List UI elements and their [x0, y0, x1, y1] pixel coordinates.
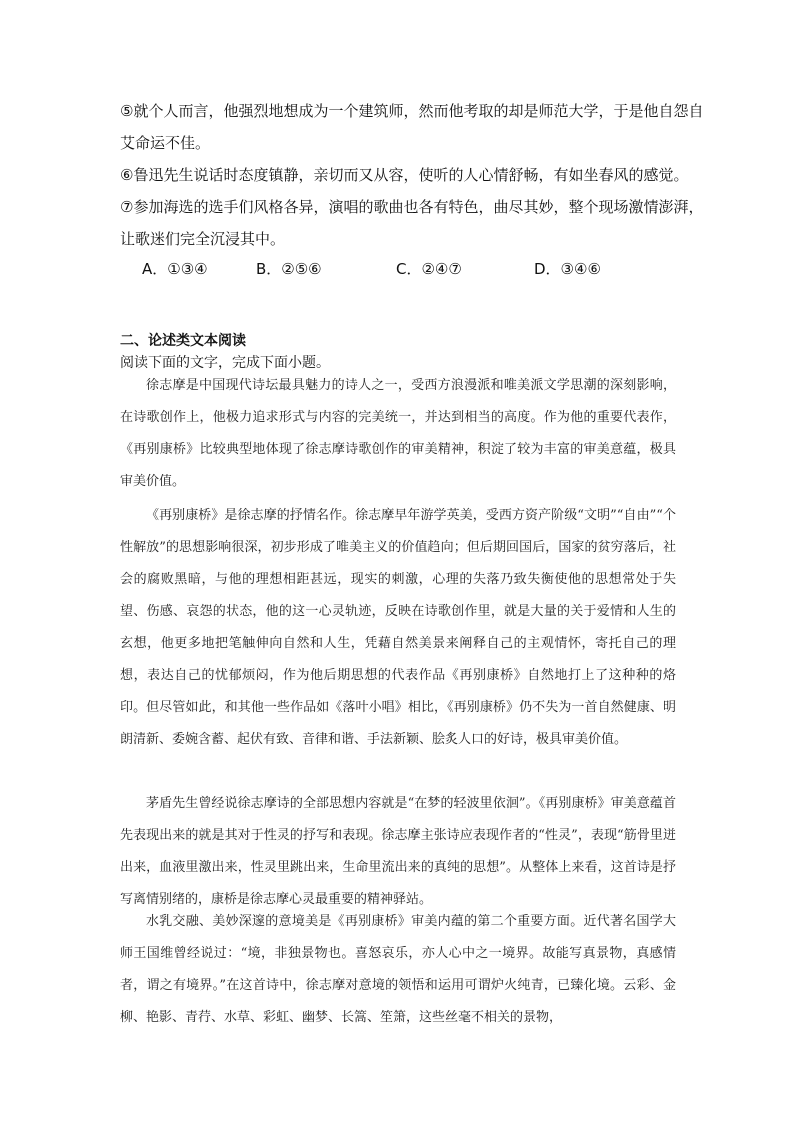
paragraph-2: 《再别康桥》是徐志摩的抒情名作。徐志摩早年游学英美，受西方资产阶级“文明”“自由”“个性解放”的思想影响很深，初步形成了唯美主义的价值趋向；但后期回国后，国家的贫穷落后，社会的腐败黑暗，与他的理想相距甚远，现实的刺激，心理的失落乃致失衡使他的思想常处于失望、伤感、哀怨的状态，他的这一心灵轨迹，反映在诗歌创作里，就是大量的关于爱情和人生的玄想，他更多地把笔触伸向自然和人生，凭藉自然美景来阐释自己的主观情怀，寄托自己的理想，表达自己的忧郁烦闷，作为他后期思想的代表作品《再别康桥》自然地打上了这种种的烙印。但尽管如此，和其他一些作品如《落叶小唱》相比，《再别康桥》仍不失为一首自然健康、明朗清新、委婉含蓄、起伏有致、音律和谐、手法新颖、脍炙人口的好诗，极具审美价值。 — [120, 508, 676, 747]
option-c: C．②④⑦ — [396, 260, 462, 278]
paragraph-4: 水乳交融、美妙深邃的意境美是《再别康桥》审美内蕴的第二个重要方面。近代著名国学大师王国维曾经说过：“境，非独景物也。喜怒哀乐，亦人心中之一境界。故能写真景物，真感情者，谓之有境界。”在这首诗中，徐志摩对意境的领悟和运用可谓炉火纯青，已臻化境。云彩、金柳、艳影、青荇、水草、彩虹、幽梦、长篙、笙箫，这些丝毫不相关的景物， — [120, 914, 676, 1025]
question-item-7-line-2: 让歌迷们完全沉浸其中。 — [120, 230, 286, 248]
paragraph-3: 茅盾先生曾经说徐志摩诗的全部思想内容就是“在梦的轻波里依洄”。《再别康桥》审美意蕴首先表现出来的就是其对于性灵的抒写和表现。徐志摩主张诗应表现作者的“性灵”，表现“筋骨里迸出来，血液里激出来，性灵里跳出来，生命里流出来的真纯的思想”。从整体上来看，这首诗是抒写离情别绪的，康桥是徐志摩心灵最重要的精神驿站。 — [120, 796, 676, 907]
option-d: D．③④⑥ — [534, 260, 601, 278]
section-title: 二、论述类文本阅读 — [120, 333, 246, 349]
question-item-7-line-1: ⑦参加海选的选手们风格各异，演唱的歌曲也各有特色，曲尽其妙，整个现场激情澎湃， — [120, 198, 704, 216]
question-item-5-line-1: ⑤就个人而言，他强烈地想成为一个建筑师，然而他考取的却是师范大学，于是他自怨自 — [120, 102, 704, 120]
question-item-5-line-2: 艾命运不佳。 — [120, 134, 211, 152]
option-b: B．②⑤⑥ — [256, 260, 322, 278]
option-a: A．①③④ — [142, 260, 208, 278]
section-intro: 阅读下面的文字，完成下面小题。 — [120, 355, 330, 371]
question-item-6: ⑥鲁迅先生说话时态度镇静，亲切而又从容，使听的人心情舒畅，有如坐春风的感觉。 — [120, 166, 689, 184]
paragraph-1: 徐志摩是中国现代诗坛最具魅力的诗人之一，受西方浪漫派和唯美派文学思潮的深刻影响，在诗歌创作上，他极力追求形式与内容的完美统一，并达到相当的高度。作为他的重要代表作，《再别康桥》比较典型地体现了徐志摩诗歌创作的审美精神，积淀了较为丰富的审美意蕴，极具审美价值。 — [120, 378, 676, 489]
